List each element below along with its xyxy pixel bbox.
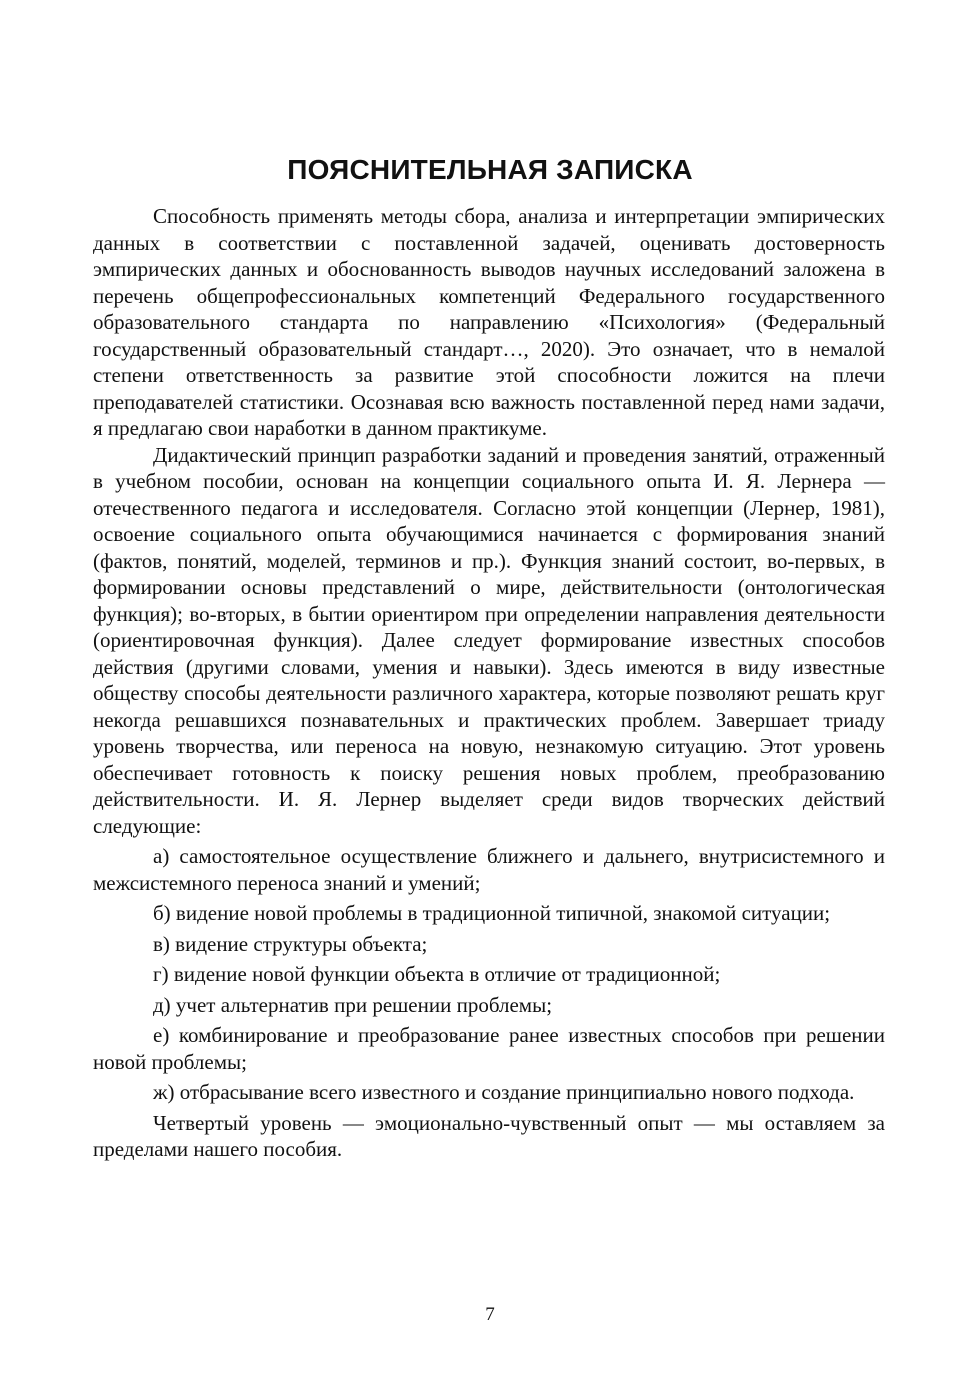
- list-item-g: ж) отбрасывание всего известного и создание принципиально нового подхода.: [153, 1080, 855, 1104]
- list-item-f: е) комбинирование и преобразование ранее известных способов при решении новой проблемы;: [93, 1023, 885, 1074]
- paragraph-didactic-principle: Дидактический принцип разработки заданий и проведения занятий, отраженный в учебном пособии, основан на концепции социального опыта И. Я. Лернера — отечественного педагога и исследователя. Согласно этой концепции (Лернер, 1981), освоение социального опыта обучающимися начинается с формирования знаний (фактов, понятий, моделей, терминов и пр.). Функция знаний состоит, во-первых, в формировании основы представлений о мире, действительности (онтологическая функция); во-вторых, в бытии ориентиром при определении направления деятельности (ориентировочная функция). Далее следует формирование известных способов действия (другими словами, умения и навыки). Здесь имеются в виду известные обществу способы деятельности различного характера, которые позволяют решать круг некогда решавшихся познавательных и практических проблем. Завершает триаду уровень творчества, или переноса на новую, незнакомую ситуацию. Этот уровень обеспечивает готовность к поиску решения новых проблем, преобразованию действительности. И. Я. Лернер выделяет среди видов творческих действий следующие:: [93, 442, 885, 838]
- list-item-b: б) видение новой проблемы в традиционной типичной, знакомой ситуации;: [153, 901, 831, 925]
- list-item-a: а) самостоятельное осуществление ближнего и дальнего, внутрисистемного и межсистемного переноса знаний и умений;: [93, 844, 885, 895]
- paragraph-closing: Четвертый уровень — эмоционально-чувственный опыт — мы оставляем за пределами нашего пособия.: [93, 1110, 885, 1161]
- body-text: [93, 203, 885, 1163]
- paragraph-intro: Способность применять методы сбора, анализа и интерпретации эмпирических данных в соответствии с поставленной задачей, оценивать достоверность эмпирических данных и обоснованность выводов научных исследований заложена в перечень общепрофессиональных компетенций Федерального государственного образовательного стандарта по направлению «Психология» (Федеральный государственный образовательный стандарт…, 2020). Это означает, что в немалой степени ответственность за развитие этой способности ложится на плечи преподавателей статистики. Осознавая всю важность поставленной перед нами задачи, я предлагаю свои наработки в данном практикуме.: [93, 204, 885, 440]
- list-item-e: д) учет альтернатив при решении проблемы;: [153, 992, 553, 1017]
- list-item-d: г) видение новой функции объекта в отличие от традиционной;: [153, 962, 721, 986]
- page-number: 7: [485, 1304, 495, 1325]
- list-item-c: в) видение структуры объекта;: [153, 931, 428, 956]
- page-title: ПОЯСНИТЕЛЬНАЯ ЗАПИСКА: [287, 154, 693, 185]
